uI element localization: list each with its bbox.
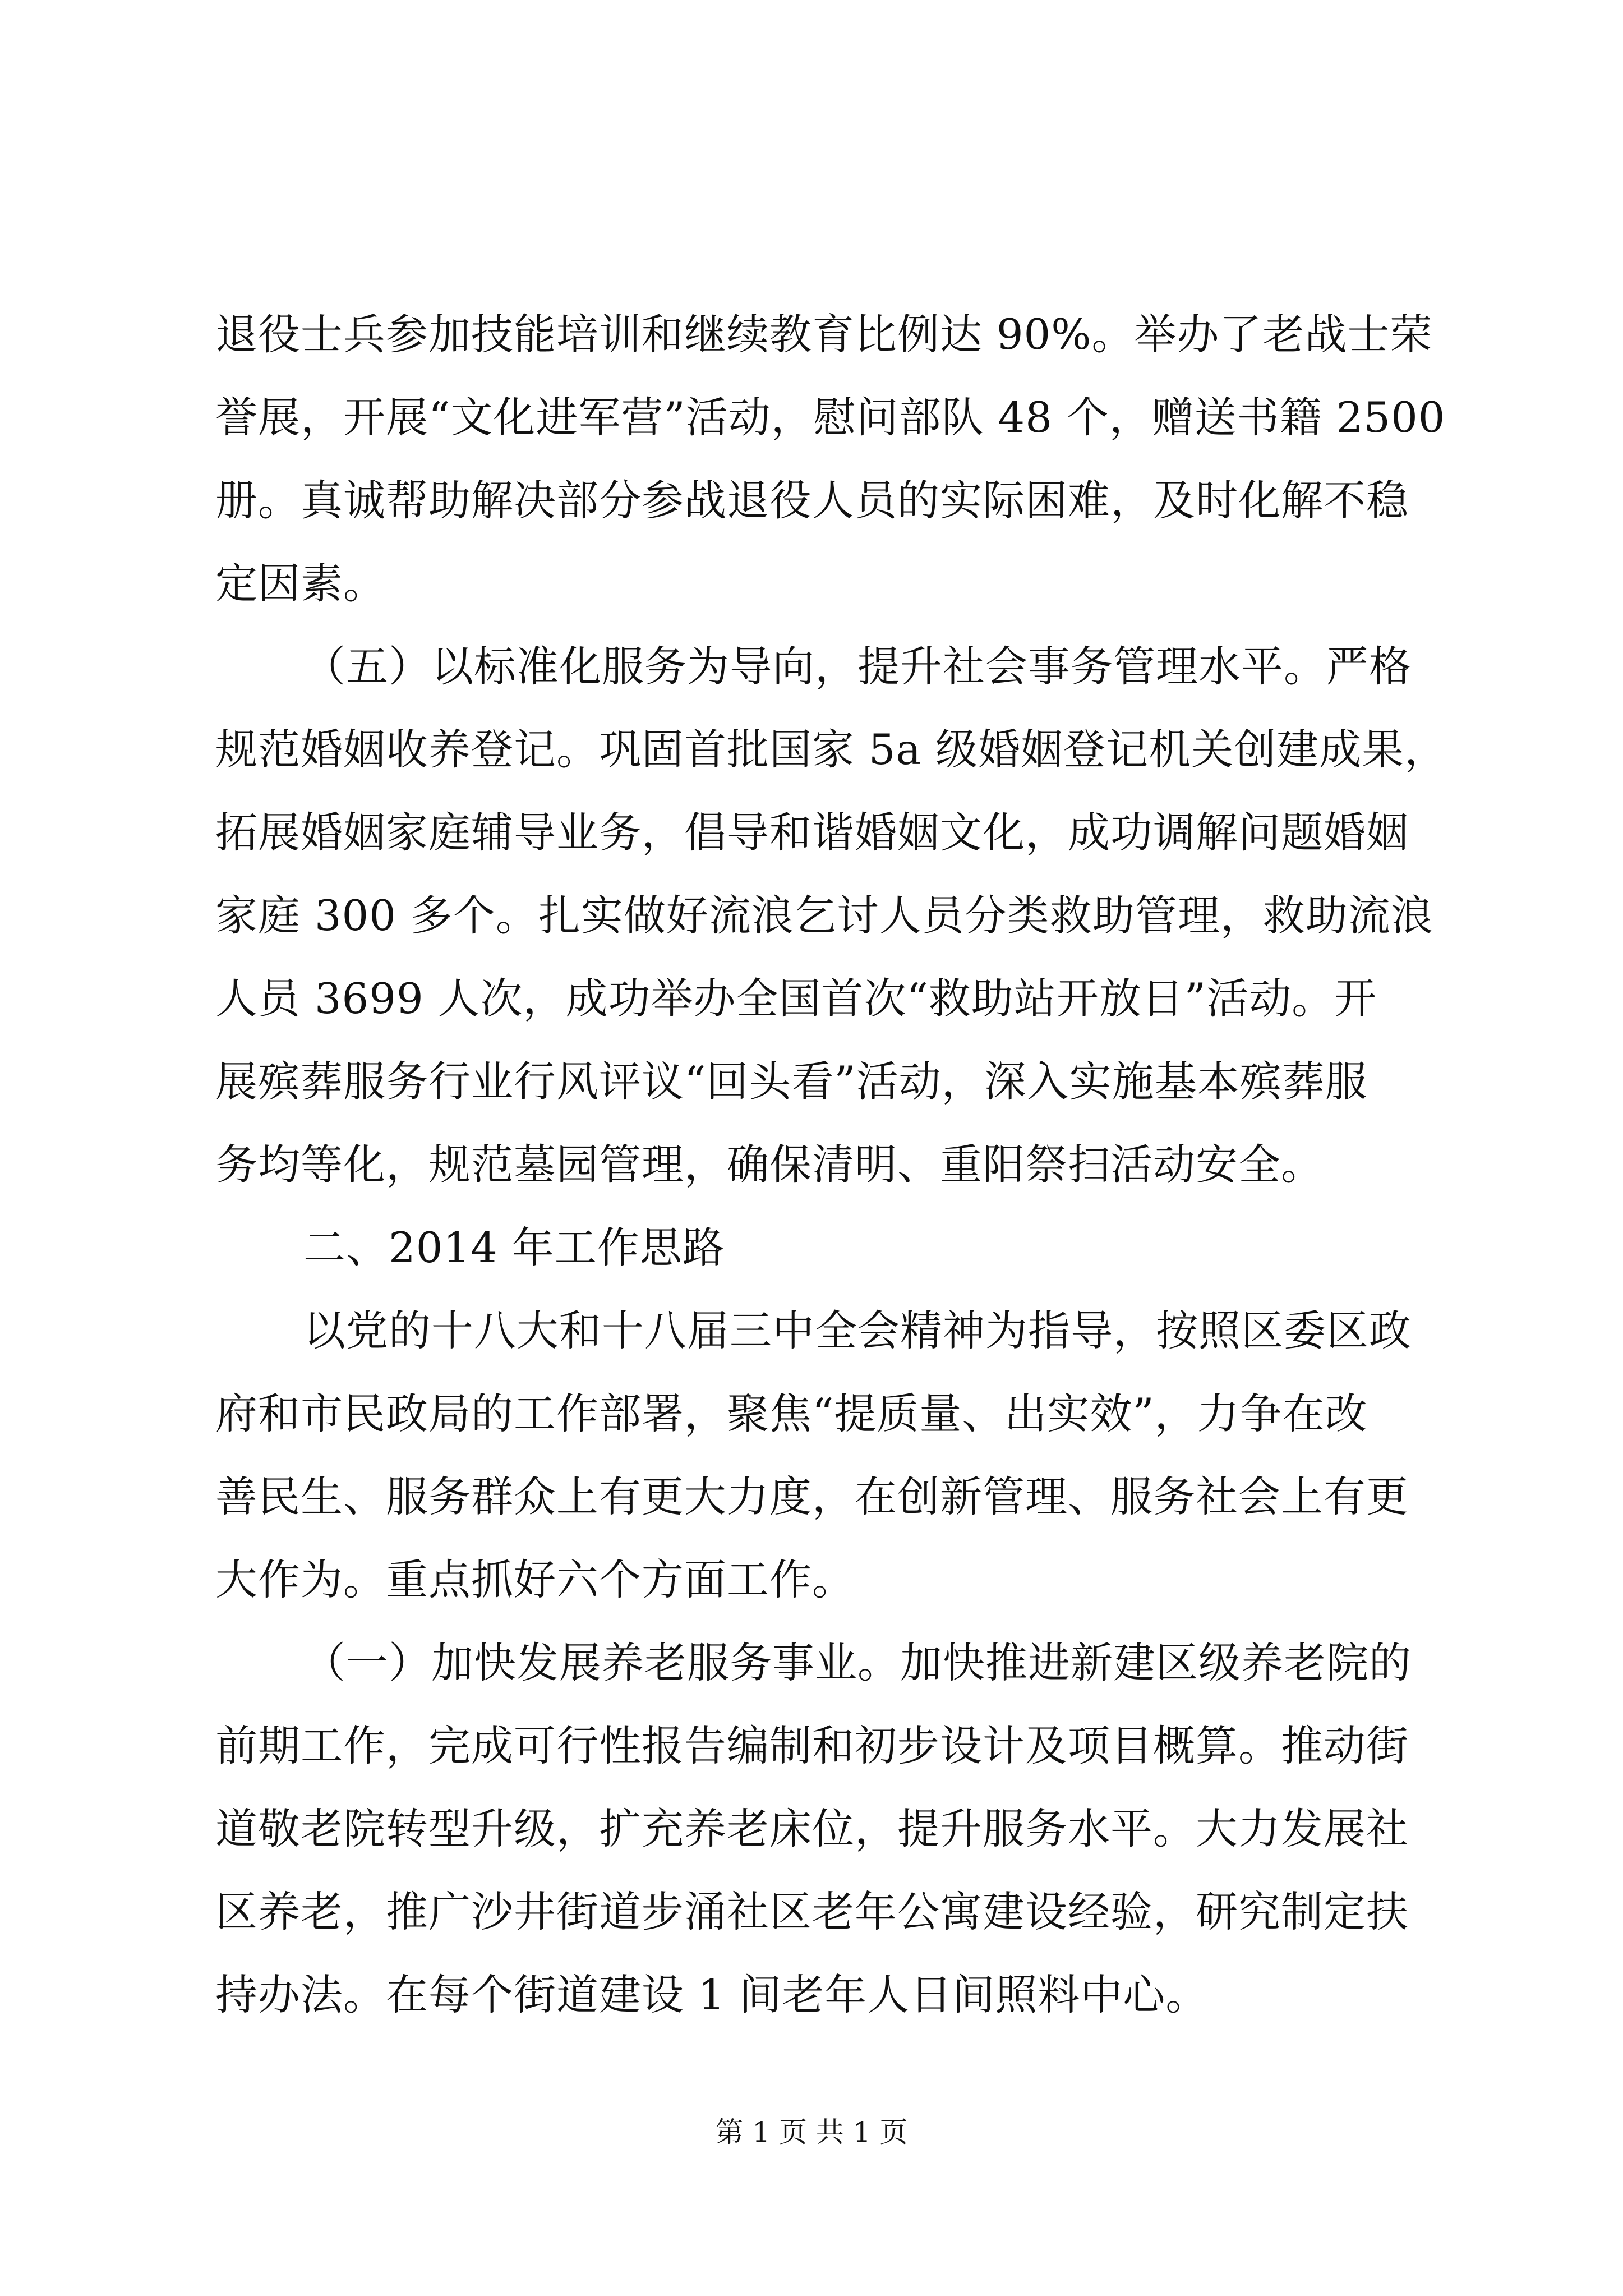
paragraph-line: 府和市民政局的工作部署，聚焦“提质量、出实效”，力争在改 <box>215 1389 1368 1438</box>
paragraph-line: 退役士兵参加技能培训和继续教育比例达 90%。举办了老战士荣 <box>215 310 1433 359</box>
paragraph-line: 定因素。 <box>215 559 386 608</box>
section-title: 二、2014 年工作思路 <box>303 1223 725 1272</box>
paragraph-line: 展殡葬服务行业行风评议“回头看”活动，深入实施基本殡葬服 <box>215 1057 1368 1106</box>
page-footer: 第 1 页 共 1 页 <box>715 2116 908 2148</box>
paragraph-line: 册。真诚帮助解决部分参战退役人员的实际困难，及时化解不稳 <box>215 476 1409 525</box>
paragraph-line: 大作为。重点抓好六个方面工作。 <box>215 1555 855 1604</box>
paragraph-line: 道敬老院转型升级，扩充养老床位，提升服务水平。大力发展社 <box>215 1804 1409 1853</box>
paragraph-line: 善民生、服务群众上有更大力度，在创新管理、服务社会上有更 <box>215 1472 1409 1521</box>
paragraph-line: 务均等化，规范墓园管理，确保清明、重阳祭扫活动安全。 <box>215 1140 1324 1189</box>
paragraph-line: 区养老，推广沙井街道步涌社区老年公寓建设经验，研究制定扶 <box>215 1887 1409 1936</box>
paragraph-line: 家庭 300 多个。扎实做好流浪乞讨人员分类救助管理，救助流浪 <box>215 891 1433 940</box>
paragraph-line: 以党的十八大和十八届三中全会精神为指导，按照区委区政 <box>303 1306 1412 1355</box>
paragraph-line: 持办法。在每个街道建设 1 间老年人日间照料中心。 <box>215 1970 1209 2019</box>
paragraph-line: 前期工作，完成可行性报告编制和初步设计及项目概算。推动街 <box>215 1721 1409 1770</box>
section-heading-line: （一）加快发展养老服务事业。加快推进新建区级养老院的 <box>303 1638 1412 1687</box>
paragraph-line: 拓展婚姻家庭辅导业务，倡导和谐婚姻文化，成功调解问题婚姻 <box>215 808 1409 857</box>
paragraph-line: 人员 3699 人次，成功举办全国首次“救助站开放日”活动。开 <box>215 974 1377 1023</box>
paragraph-line: 誉展，开展“文化进军营”活动，慰问部队 48 个，赠送书籍 2500 <box>215 393 1446 442</box>
section-heading-line: （五）以标准化服务为导向，提升社会事务管理水平。严格 <box>303 642 1412 691</box>
paragraph-line: 规范婚姻收养登记。巩固首批国家 5a 级婚姻登记机关创建成果， <box>215 725 1447 774</box>
